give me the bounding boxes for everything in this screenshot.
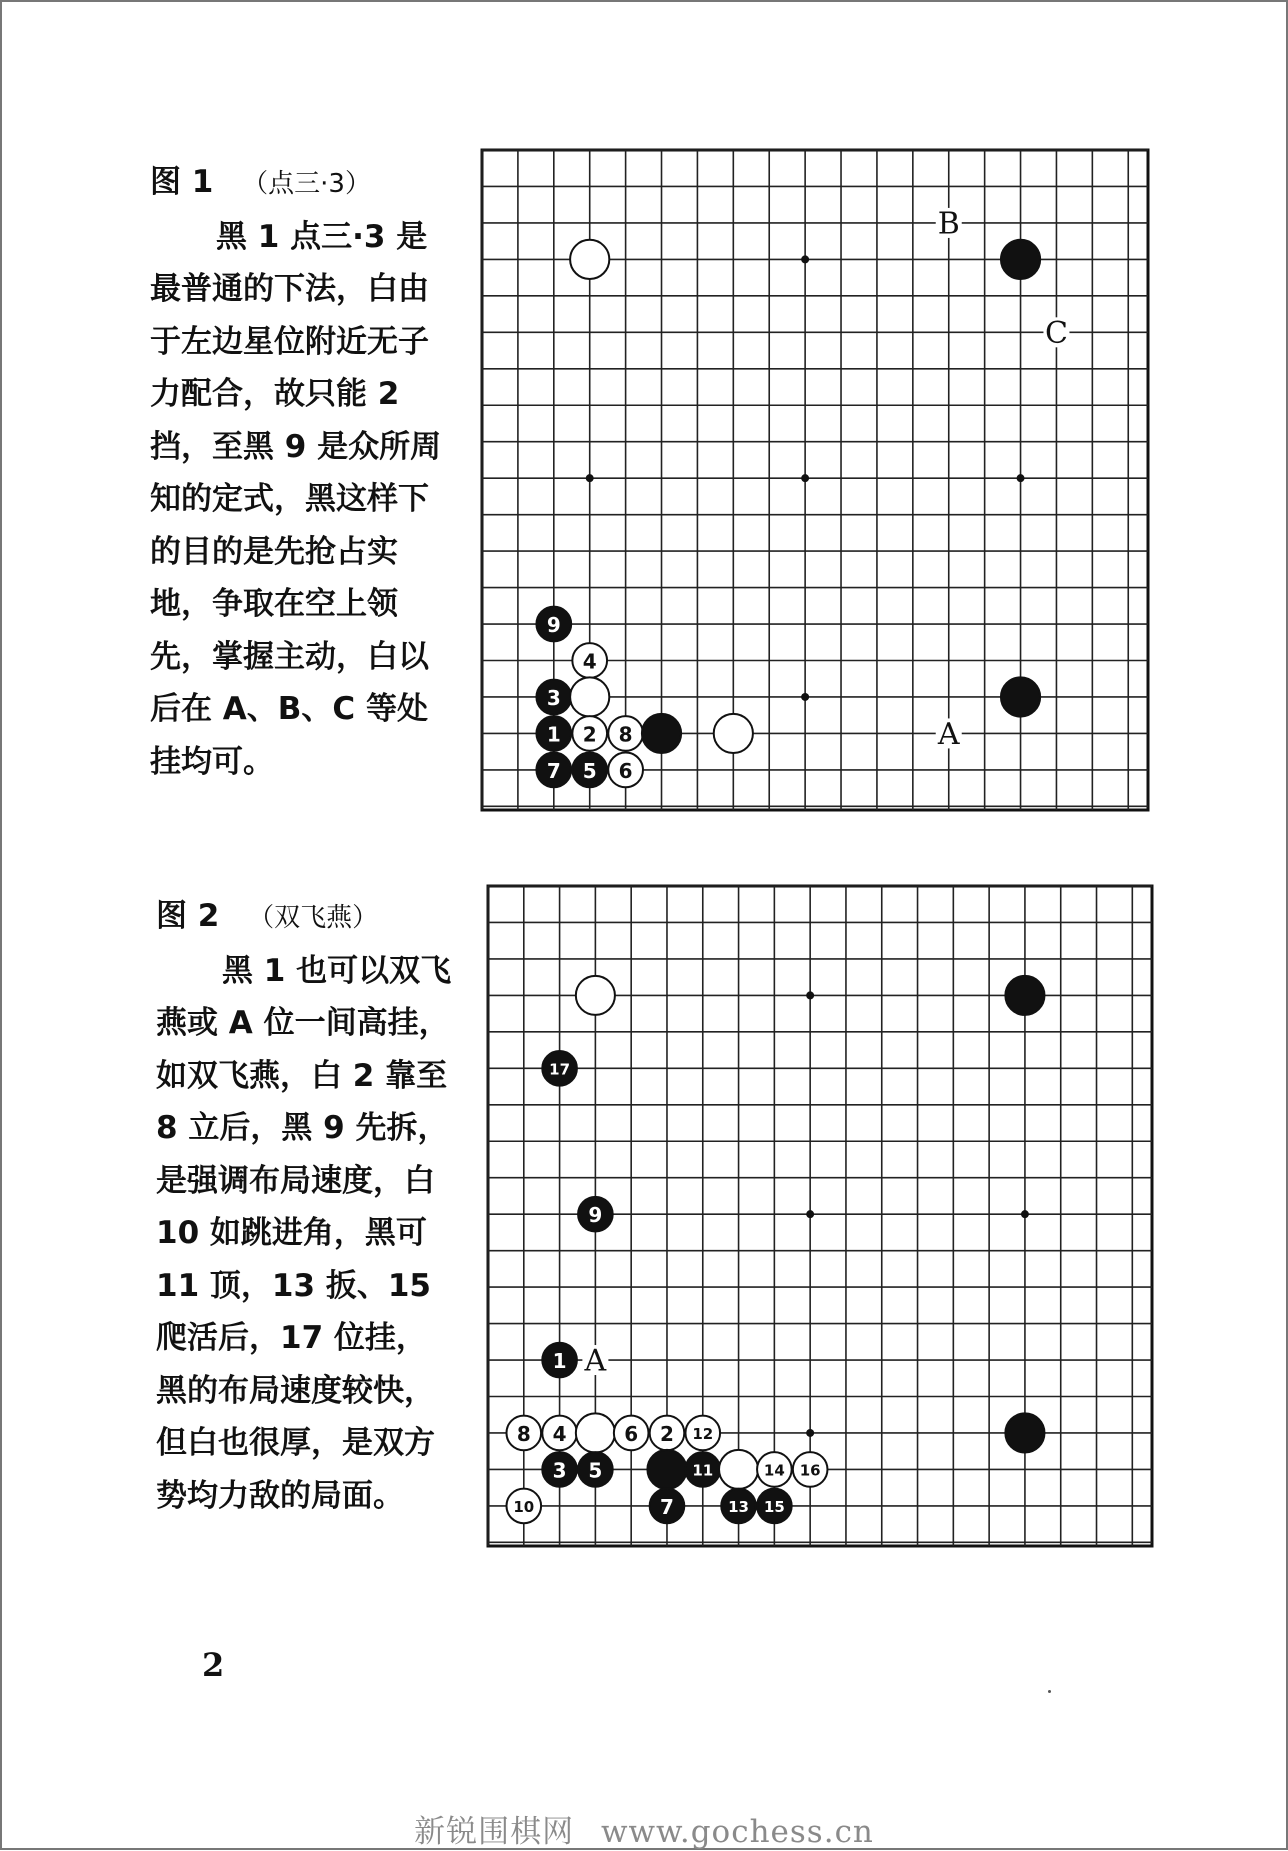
- figure1-paragraph: 黑 1 点三·3 是最普通的下法，白由于左边星位附近无子力配合，故只能 2 挡，至黑 9 是众所周知的定式，黑这样下的目的是先抢占实地，争取在空上领先，掌握主动，白以后在 A、B、C 等处挂均可。: [150, 218, 442, 780]
- figure2-caption: [156, 890, 456, 1522]
- black-stone: [536, 607, 571, 642]
- move-number: 14: [763, 1461, 785, 1480]
- watermark: [0, 1806, 1288, 1851]
- move-number: 4: [582, 649, 597, 674]
- white-stone: [608, 753, 643, 788]
- black-stone: [647, 1450, 686, 1489]
- go-board-figure1: [474, 142, 1156, 818]
- move-number: 1: [546, 722, 561, 747]
- stone-disc: [1001, 677, 1040, 716]
- figure1-star-point: [586, 474, 594, 482]
- black-stone: [536, 716, 571, 751]
- move-number: 17: [549, 1060, 571, 1079]
- white-stone: [576, 976, 615, 1015]
- move-number: 9: [546, 613, 561, 638]
- figure1-star-point: [801, 693, 809, 701]
- move-number: 5: [582, 758, 597, 783]
- move-number: 10: [513, 1497, 535, 1516]
- white-stone: [572, 643, 607, 678]
- white-stone: [614, 1416, 649, 1451]
- move-number: 3: [546, 685, 561, 710]
- move-number: 7: [660, 1494, 674, 1519]
- stone-disc: [1005, 976, 1044, 1015]
- black-stone: [685, 1452, 720, 1487]
- black-stone: [578, 1452, 613, 1487]
- figure1-star-point: [1017, 474, 1025, 482]
- move-number: 2: [660, 1421, 674, 1446]
- black-stone: [1005, 976, 1044, 1015]
- black-stone: [721, 1489, 756, 1524]
- white-stone: [572, 716, 607, 751]
- black-stone: [757, 1489, 792, 1524]
- white-stone: [714, 714, 753, 753]
- move-number: 13: [728, 1497, 750, 1516]
- move-number: 6: [618, 758, 633, 783]
- move-number: 12: [692, 1424, 714, 1443]
- white-stone: [570, 677, 609, 716]
- black-stone: [650, 1489, 685, 1524]
- black-stone: [572, 753, 607, 788]
- move-number: 6: [624, 1421, 639, 1446]
- black-stone: [542, 1452, 577, 1487]
- black-stone: [542, 1343, 577, 1378]
- figure2-title: 图 2: [156, 898, 220, 934]
- watermark-site-name: 新锐围棋网: [414, 1814, 575, 1850]
- figure1-title-line: [150, 156, 450, 211]
- figure2-star-point: [1021, 1210, 1029, 1218]
- white-stone: [570, 240, 609, 279]
- white-stone: [650, 1416, 685, 1451]
- white-stone: [506, 1416, 541, 1451]
- stone-disc: [719, 1450, 758, 1489]
- figure2-star-point: [806, 1429, 814, 1437]
- white-stone: [608, 716, 643, 751]
- move-number: 7: [546, 758, 561, 783]
- move-number: 2: [582, 722, 597, 747]
- black-stone: [1001, 240, 1040, 279]
- white-stone: [506, 1489, 541, 1524]
- stone-disc: [642, 714, 681, 753]
- figure2-star-point: [806, 1210, 814, 1218]
- stone-disc: [714, 714, 753, 753]
- white-stone: [542, 1416, 577, 1451]
- point-label: A: [937, 716, 960, 752]
- figure2-star-point: [806, 991, 814, 999]
- black-stone: [1005, 1413, 1044, 1452]
- black-stone: [578, 1197, 613, 1232]
- figure2-paragraph: 黑 1 也可以双飞燕或 A 位一间高挂，如双飞燕，白 2 靠至 8 立后，黑 9 先拆，是强调布局速度，白 10 如跳进角，黑可 11 顶，13 扳、15 爬活后，17 位挂，黑的布局速度较快，但白也很厚，是双方势均力敌的局面。: [156, 952, 452, 1514]
- white-stone: [719, 1450, 758, 1489]
- stone-disc: [570, 240, 609, 279]
- move-number: 3: [552, 1458, 567, 1483]
- go-board-figure2: [480, 878, 1160, 1554]
- stone-disc: [647, 1450, 686, 1489]
- watermark-url: www.gochess.cn: [600, 1814, 874, 1850]
- figure2-title-line: [156, 890, 456, 945]
- black-stone: [1001, 677, 1040, 716]
- move-number: 9: [588, 1203, 603, 1228]
- point-label: C: [1044, 315, 1068, 351]
- move-number: 1: [552, 1349, 567, 1374]
- black-stone: [542, 1051, 577, 1086]
- move-number: 4: [552, 1421, 567, 1446]
- scan-speck: [1048, 1690, 1051, 1693]
- stone-disc: [576, 976, 615, 1015]
- move-number: 15: [763, 1497, 785, 1516]
- figure1-title: 图 1: [150, 164, 214, 200]
- black-stone: [642, 714, 681, 753]
- figure1-star-point: [801, 255, 809, 263]
- stone-disc: [1005, 1413, 1044, 1452]
- figure1-subtitle: （点三·3）: [242, 169, 371, 199]
- point-label: A: [584, 1343, 607, 1379]
- white-stone: [576, 1413, 615, 1452]
- white-stone: [757, 1452, 792, 1487]
- move-number: 16: [799, 1461, 821, 1480]
- white-stone: [793, 1452, 828, 1487]
- figure2-subtitle: （双飞燕）: [248, 903, 379, 933]
- stone-disc: [1001, 240, 1040, 279]
- white-stone: [685, 1416, 720, 1451]
- move-number: 8: [516, 1421, 531, 1446]
- stone-disc: [576, 1413, 615, 1452]
- figure1-caption: [150, 156, 450, 788]
- move-number: 5: [588, 1458, 603, 1483]
- stone-disc: [570, 677, 609, 716]
- black-stone: [536, 753, 571, 788]
- point-label: B: [937, 206, 960, 242]
- figure1-star-point: [801, 474, 809, 482]
- page-number: 2: [202, 1646, 225, 1684]
- move-number: 11: [692, 1461, 714, 1480]
- move-number: 8: [618, 722, 633, 747]
- black-stone: [536, 680, 571, 715]
